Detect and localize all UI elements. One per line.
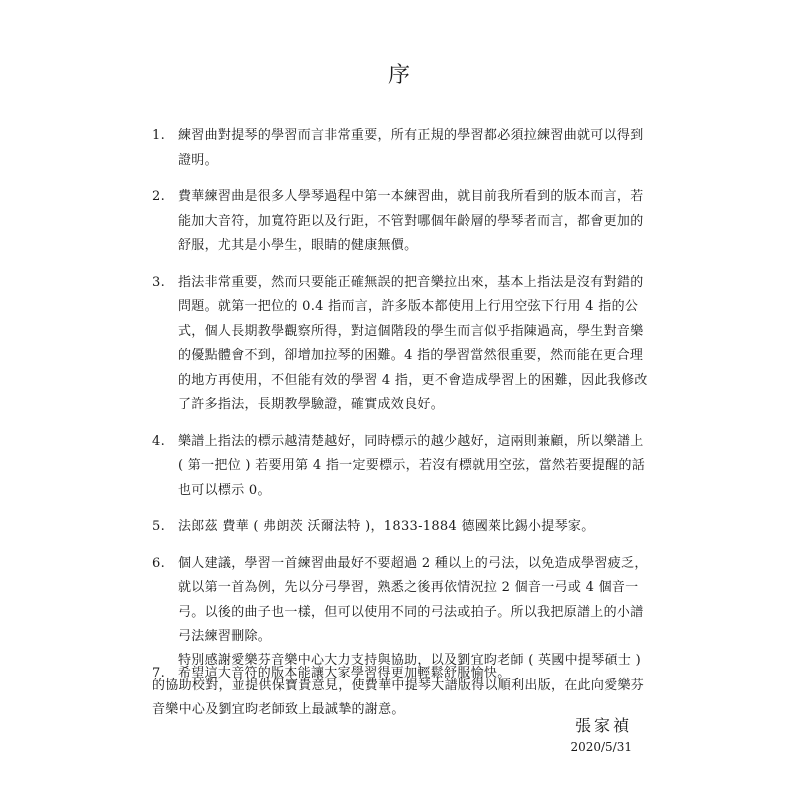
- list-item: [152, 552, 652, 650]
- item-text: 希望這大音符的版本能讓大家學習得更加輕鬆舒服愉快。: [178, 665, 511, 681]
- author-signature: 張家禎: [574, 716, 632, 735]
- item-number: 1.: [152, 128, 166, 143]
- item-number: 2.: [152, 189, 166, 204]
- item-number: 6.: [152, 555, 166, 571]
- list-item: [152, 430, 652, 504]
- item-number: 5.: [152, 519, 166, 534]
- item-text: 樂譜上指法的標示越清楚越好，同時標示的越少越好，這兩則兼顧，所以樂譜上 ( 第一把位 ) 若要用第 4 指一定要標示，若沒有標就用空弦，當然若要提醒的話也可以標示 0。: [178, 433, 646, 498]
- item-text: 法郎茲 費華 ( 弗朗茨 沃爾法特 )，1833-1884 德國萊比錫小提琴家。: [178, 519, 595, 534]
- item-number: 4.: [152, 433, 166, 449]
- item-number: 3.: [152, 274, 166, 290]
- acknowledgement-paragraph: 特別感謝愛樂芬音樂中心大力支持與協助，以及劉宜昀老師 ( 英國中提琴碩士 ) 的協助校對，並提供保寶貴意見，使費華中提琴大譜版得以順利出版，在此向愛樂芬音樂中心及劉宜昀老師致上最誠摯的謝意。: [152, 653, 645, 717]
- list-item: [152, 271, 652, 418]
- list-item: [152, 515, 652, 540]
- list-item: [152, 124, 652, 173]
- item-number: 7.: [152, 665, 166, 681]
- page-title: 序: [387, 63, 412, 88]
- signature-date: 2020/5/31: [570, 740, 632, 754]
- item-text: 費華練習曲是很多人學琴過程中第一本練習曲，就目前我所看到的版本而言，若能加大音符，加寬符距以及行距，不管對哪個年齡層的學琴者而言，都會更加的舒服，尤其是小學生，眼睛的健康無價。: [178, 189, 644, 253]
- item-text: 指法非常重要，然而只要能正確無誤的把音樂拉出來，基本上指法是沒有對錯的問題。就第一把位的 0.4 指而言，許多版本都使用上行用空弦下行用 4 指的公式，個人長期教學觀察所得，對這個階段的學生而言似乎指陳過高，學生對音樂的優點體會不到，卻增加拉琴的困難。4 指的學習當然很重要，然而能在更合理的地方再使用，不但能有效的學習 4 指，更不會造成學習上的困難，因此我修改了許多指法，長期教學驗證，確實成效良好。: [178, 274, 648, 412]
- list-item: [152, 185, 652, 259]
- item-text: 個人建議，學習一首練習曲最好不要超過 2 種以上的弓法，以免造成學習疲乏，就以第一首為例，先以分弓學習，熟悉之後再依情況拉 2 個音一弓或 4 個音一弓。以後的曲子也一樣，但可以使用不同的弓法或拍子。所以我把原譜上的小譜弓法練習刪除。: [178, 555, 648, 644]
- item-text: 練習曲對提琴的學習而言非常重要，所有正規的學習都必須拉練習曲就可以得到證明。: [178, 128, 644, 168]
- preface-list: [152, 124, 652, 698]
